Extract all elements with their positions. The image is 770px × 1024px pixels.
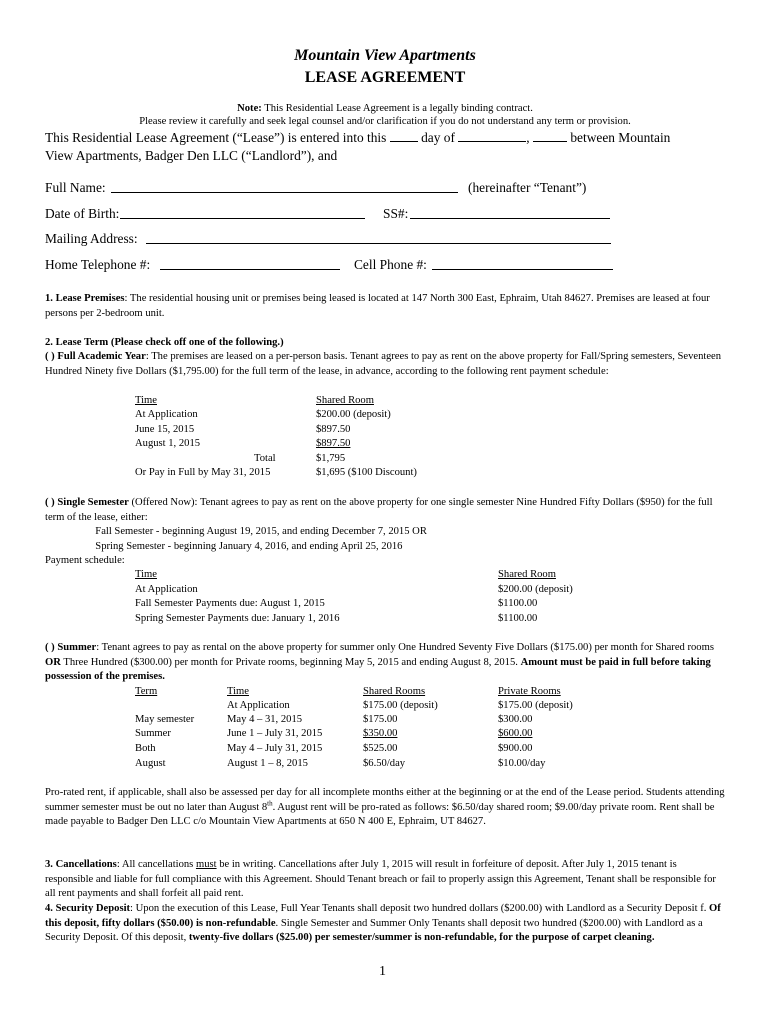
single-row-amount: $1100.00: [498, 613, 538, 624]
academic-row-time: June 15, 2015: [135, 424, 195, 435]
single-header-time: Time: [135, 569, 157, 580]
mailing-label: Mailing Address:: [45, 231, 138, 246]
section-2-heading: 2. Lease Term (Please check off one of the following.): [45, 337, 284, 348]
summer-row-time: June 1 – July 31, 2015: [227, 728, 323, 739]
home-phone-field[interactable]: [160, 257, 340, 270]
intro-text-c: between Mountain: [570, 130, 671, 145]
summer-header-term: Term: [135, 686, 158, 697]
section-4-bold-a: Of this deposit, fifty dollars ($50.00) is non-refundable: [45, 903, 721, 929]
academic-total-amount: $1,795: [316, 453, 346, 464]
prorated-text-a: Pro-rated rent, if applicable, shall also be assessed per day for all incomplete months either at the beginning or at the end of the Lease period. Students attending summer semester must be out no later than August 8: [45, 787, 725, 813]
academic-header-time: Time: [135, 395, 157, 406]
intro-text-a: This Residential Lease Agreement (“Lease”) is entered into this: [45, 130, 387, 145]
summer-row-term: Both: [135, 743, 156, 754]
section-1-text: : The residential housing unit or premises being leased is located at 147 North 300 East, Ephraim, Utah 84627. Premises are leased at four persons per 2-bedroom unit.: [45, 293, 710, 319]
summer-text-a: : Tenant agrees to pay as rental on the above property for summer only One Hundred Seventy Five Dollars ($175.00) per month for Shared rooms: [96, 642, 714, 653]
summer-row-time: May 4 – 31, 2015: [227, 714, 303, 725]
academic-year-text: : The premises are leased on a per-person basis. Tenant agrees to pay as rent on the above property for Fall/Spring semesters, Seventeen Hundred Ninety five Dollars ($1,795.00) for the full term of the lease, in advance, according to the following rent payment schedule:: [45, 351, 722, 377]
full-name-label: Full Name:: [45, 180, 106, 195]
summer-row-private: $900.00: [498, 743, 533, 754]
single-row-amount: $1100.00: [498, 598, 538, 609]
single-semester-option: [45, 496, 727, 525]
note-line-2: Please review it carefully and seek legal counsel and/or clarification if you do not understand any term or provision.: [139, 116, 631, 127]
summer-row-private: $175.00 (deposit): [498, 700, 573, 711]
summer-row-time: At Application: [227, 700, 290, 711]
single-semester-text: (Offered Now): Tenant agrees to pay as rent on the above property for one single semester Nine Hundred Fifty Dollars ($950) for the full term of the lease, either:: [45, 497, 713, 523]
section-3-heading: 3. Cancellations: [45, 859, 117, 870]
section-3: [45, 858, 727, 902]
academic-row-amount: $897.50: [316, 424, 351, 435]
section-4-text-b: . Single Semester and Summer Only Tenants shall deposit two hundred ($200.00) with Landlord as a Security Deposit. Of this deposit,: [45, 917, 703, 943]
cell-phone-label: Cell Phone #:: [354, 257, 427, 272]
full-name-field[interactable]: [111, 180, 458, 193]
payment-schedule-label: Payment schedule:: [45, 555, 125, 566]
single-row-time: At Application: [135, 584, 198, 595]
summer-row-private: $300.00: [498, 714, 533, 725]
single-header-room: Shared Room: [498, 569, 556, 580]
academic-year-option: [45, 350, 727, 379]
summer-row-private: $600.00: [498, 728, 533, 739]
day-field[interactable]: [390, 129, 418, 142]
single-row-time: Spring Semester Payments due: January 1, 2016: [135, 613, 340, 624]
month-field[interactable]: [458, 129, 526, 142]
intro-text-b: day of: [421, 130, 455, 145]
tenant-label: (hereinafter “Tenant”): [468, 180, 587, 195]
summer-row-term: August: [135, 758, 166, 769]
mailing-field[interactable]: [146, 231, 611, 244]
section-3-text-a: : All cancellations: [116, 859, 196, 870]
academic-header-room: Shared Room: [316, 395, 374, 406]
summer-row-time: August 1 – 8, 2015: [227, 758, 308, 769]
note-label: Note:: [237, 103, 262, 114]
dob-label: Date of Birth:: [45, 206, 120, 221]
academic-row-time: At Application: [135, 409, 198, 420]
summer-header-shared: Shared Rooms: [363, 686, 426, 697]
academic-row-amount: $200.00 (deposit): [316, 409, 391, 420]
academic-row-time: Or Pay in Full by May 31, 2015: [135, 467, 271, 478]
document-title: LEASE AGREEMENT: [304, 69, 466, 86]
cell-phone-field[interactable]: [432, 257, 613, 270]
academic-year-label: ( ) Full Academic Year: [45, 351, 146, 362]
home-phone-label: Home Telephone #:: [45, 257, 151, 272]
section-1-heading: 1. Lease Premises: [45, 293, 125, 304]
summer-row-shared: $350.00: [363, 728, 398, 739]
page-number: 1: [379, 964, 386, 979]
single-semester-label: ( ) Single Semester: [45, 497, 129, 508]
summer-row-shared: $175.00 (deposit): [363, 700, 438, 711]
academic-total-label: Total: [254, 453, 276, 464]
summer-row-shared: $525.00: [363, 743, 398, 754]
section-4-bold-b: twenty-five dollars ($25.00) per semester/summer is non-refundable, for the purpose of carpet cleaning.: [188, 932, 655, 943]
summer-bold-note: Amount must be paid in full before taking possession of the premises.: [45, 656, 711, 682]
fall-semester-option: [90, 525, 427, 540]
section-4-text-a: : Upon the execution of this Lease, Full Year Tenants shall deposit two hundred dollars ($200.00) with Landlord as a Security Deposit f.: [130, 903, 710, 914]
summer-text-b: Three Hundred ($300.00) per month for Private rooms, beginning May 5, 2015 and ending August 8, 2015.: [60, 656, 518, 668]
summer-row-private: $10.00/day: [498, 758, 546, 769]
summer-option: [45, 641, 727, 685]
spring-semester-text: Spring Semester - beginning January 4, 2016, and ending April 25, 2016: [95, 541, 403, 552]
summer-header-time: Time: [227, 686, 249, 697]
single-row-time: Fall Semester Payments due: August 1, 2015: [135, 598, 325, 609]
summer-header-private: Private Rooms: [498, 686, 561, 697]
section-4: [45, 902, 727, 946]
academic-row-time: August 1, 2015: [135, 438, 201, 449]
dob-field[interactable]: [120, 206, 365, 219]
fall-semester-text: Fall Semester - beginning August 19, 2015, and ending December 7, 2015 OR: [95, 526, 427, 537]
summer-row-shared: $175.00: [363, 714, 398, 725]
ss-field[interactable]: [410, 206, 610, 219]
section-3-must: must: [195, 859, 217, 870]
ss-label: SS#:: [383, 206, 409, 221]
intro-comma: ,: [526, 130, 530, 145]
section-4-heading: 4. Security Deposit: [45, 903, 131, 914]
section-1: [45, 292, 727, 321]
single-row-amount: $200.00 (deposit): [498, 584, 573, 595]
summer-or: OR: [45, 656, 61, 668]
spring-semester-option: [90, 540, 402, 555]
academic-row-amount: $1,695 ($100 Discount): [316, 467, 417, 478]
section-3-text-b: be in writing. Cancellations after July 1, 2015 will result in forfeiture of deposit. After July 1, 2015 tenant is responsible and liable for full compliance with this Agreement. Should Tenant breach or fail to properly assign this Agreement, Tenant shall be responsible for all rent payments and shall forfeit all paid rent.: [45, 859, 716, 899]
summer-row-time: May 4 – July 31, 2015: [227, 743, 323, 754]
summer-row-term: May semester: [135, 714, 195, 725]
prorated-paragraph: [45, 786, 727, 830]
company-name: Mountain View Apartments: [294, 47, 476, 64]
year-field[interactable]: [533, 129, 567, 142]
intro-line-1: [45, 129, 670, 147]
intro-line-2: View Apartments, Badger Den LLC (“Landlord”), and: [45, 148, 338, 163]
note-text: This Residential Lease Agreement is a legally binding contract.: [264, 103, 533, 114]
summer-row-shared: $6.50/day: [363, 758, 406, 769]
prorated-sup: th: [267, 798, 273, 807]
prorated-text-b: . August rent will be pro-rated as follows: $6.50/day shared room; $9.00/day private room. Rent shall be made payable to Badger Den LLC c/o Mountain View Apartments at 650 N 400 E, Ephraim, UT 84627.: [45, 801, 715, 827]
summer-row-term: Summer: [135, 728, 171, 739]
academic-row-amount: $897.50: [316, 438, 351, 449]
summer-label: ( ) Summer: [45, 642, 97, 653]
